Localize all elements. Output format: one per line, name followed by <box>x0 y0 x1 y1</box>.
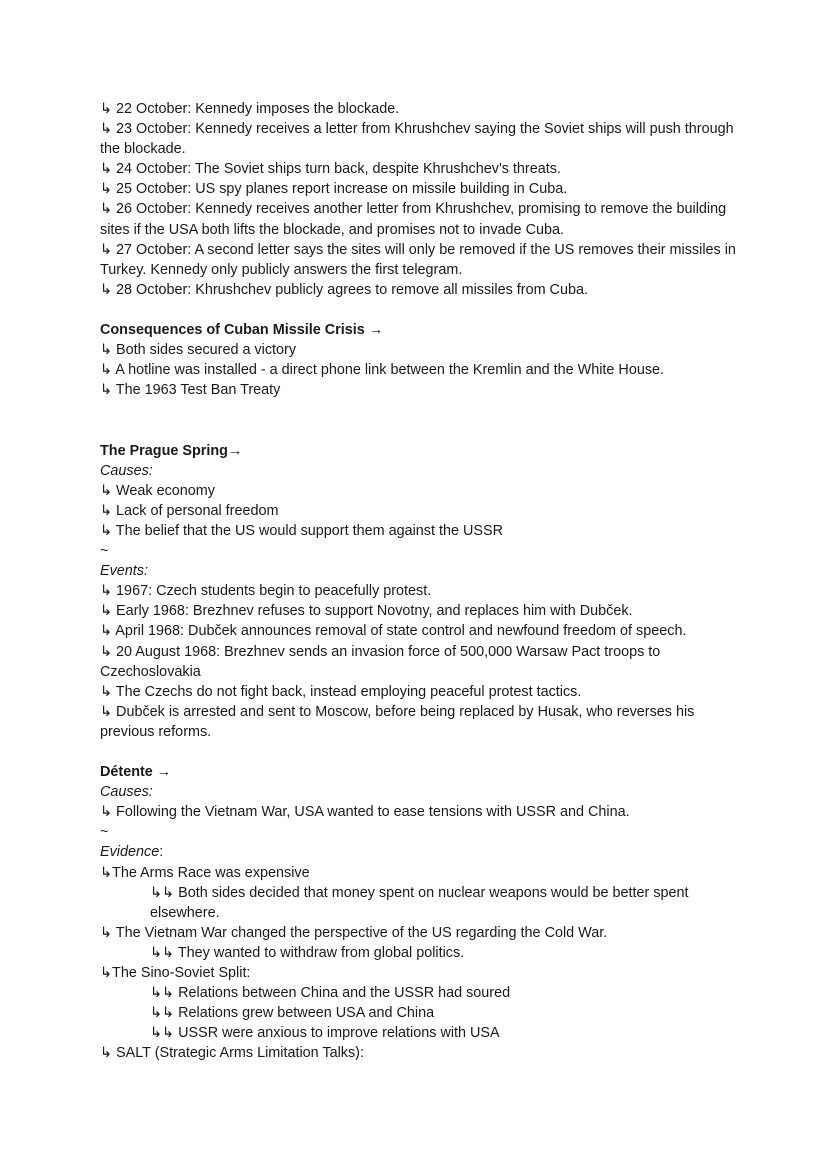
consequence-item: ↳ A hotline was installed - a direct phone link between the Kremlin and the White House. <box>100 362 665 379</box>
event-item: ↳ Early 1968: Brezhnev refuses to support Novotny, and replaces him with Dubček. <box>100 603 633 620</box>
events-label: Events: <box>100 563 148 580</box>
evidence-subitem: ↳↳ Both sides decided that money spent on nuclear weapons would be better spent elsewhere. <box>150 884 689 921</box>
evidence-label-line <box>100 842 740 862</box>
cause-item: ↳ The belief that the US would support them against the USSR <box>100 522 503 539</box>
evidence-label: Evidence <box>100 844 160 861</box>
document-page <box>100 99 740 1064</box>
evidence-item: ↳ SALT (Strategic Arms Limitation Talks): <box>100 1045 364 1062</box>
event-item: ↳ Dubček is arrested and sent to Moscow, before being replaced by Husak, who reverses his previous reforms. <box>100 703 695 740</box>
timeline-item: ↳ 25 October: US spy planes report increase on missile building in Cuba. <box>100 181 568 198</box>
consequence-item: ↳ Both sides secured a victory <box>100 342 297 359</box>
timeline-item: ↳ 28 October: Khrushchev publicly agrees to remove all missiles from Cuba. <box>100 281 588 298</box>
consequences-section <box>100 320 740 400</box>
evidence-subitem: ↳↳ They wanted to withdraw from global politics. <box>150 944 465 961</box>
evidence-item: ↳ The Vietnam War changed the perspective of the US regarding the Cold War. <box>100 924 608 941</box>
evidence-subitem: ↳↳ Relations between China and the USSR had soured <box>150 985 511 1002</box>
cause-item: ↳ Weak economy <box>100 482 215 499</box>
event-item: ↳ 20 August 1968: Brezhnev sends an invasion force of 500,000 Warsaw Pact troops to Czechoslovakia <box>100 643 661 680</box>
spacer <box>100 400 740 440</box>
separator: ~ <box>100 824 109 841</box>
spacer <box>100 742 740 762</box>
evidence-colon: : <box>159 844 164 861</box>
detente-heading: Détente → <box>100 764 172 781</box>
separator: ~ <box>100 543 109 560</box>
causes-label: Causes: <box>100 462 153 479</box>
prague-spring-heading: The Prague Spring→ <box>100 442 243 459</box>
evidence-item: ↳The Arms Race was expensive <box>100 864 310 881</box>
prague-spring-section <box>100 441 740 742</box>
consequence-item: ↳ The 1963 Test Ban Treaty <box>100 382 281 399</box>
missile-crisis-timeline <box>100 99 740 300</box>
consequences-heading: Consequences of Cuban Missile Crisis → <box>100 322 384 339</box>
evidence-subitem: ↳↳ Relations grew between USA and China <box>150 1005 435 1022</box>
timeline-item: ↳ 27 October: A second letter says the sites will only be removed if the US removes their missiles in Turkey. Kennedy only publicly answers the first telegram. <box>100 241 736 278</box>
event-item: ↳ 1967: Czech students begin to peacefully protest. <box>100 583 432 600</box>
event-item: ↳ April 1968: Dubček announces removal of state control and newfound freedom of speech. <box>100 623 687 640</box>
cause-item: ↳ Following the Vietnam War, USA wanted to ease tensions with USSR and China. <box>100 804 630 821</box>
cause-item: ↳ Lack of personal freedom <box>100 502 279 519</box>
causes-label: Causes: <box>100 784 153 801</box>
evidence-subitem: ↳↳ USSR were anxious to improve relations with USA <box>150 1025 500 1042</box>
evidence-item: ↳The Sino-Soviet Split: <box>100 965 251 982</box>
timeline-item: ↳ 24 October: The Soviet ships turn back, despite Khrushchev's threats. <box>100 161 561 178</box>
detente-section <box>100 762 740 1063</box>
timeline-item: ↳ 23 October: Kennedy receives a letter from Khrushchev saying the Soviet ships will push through the blockade. <box>100 121 734 158</box>
event-item: ↳ The Czechs do not fight back, instead employing peaceful protest tactics. <box>100 683 582 700</box>
timeline-item: ↳ 26 October: Kennedy receives another letter from Khrushchev, promising to remove the building sites if the USA both lifts the blockade, and promises not to invade Cuba. <box>100 201 727 238</box>
timeline-item: ↳ 22 October: Kennedy imposes the blockade. <box>100 101 400 117</box>
spacer <box>100 300 740 320</box>
